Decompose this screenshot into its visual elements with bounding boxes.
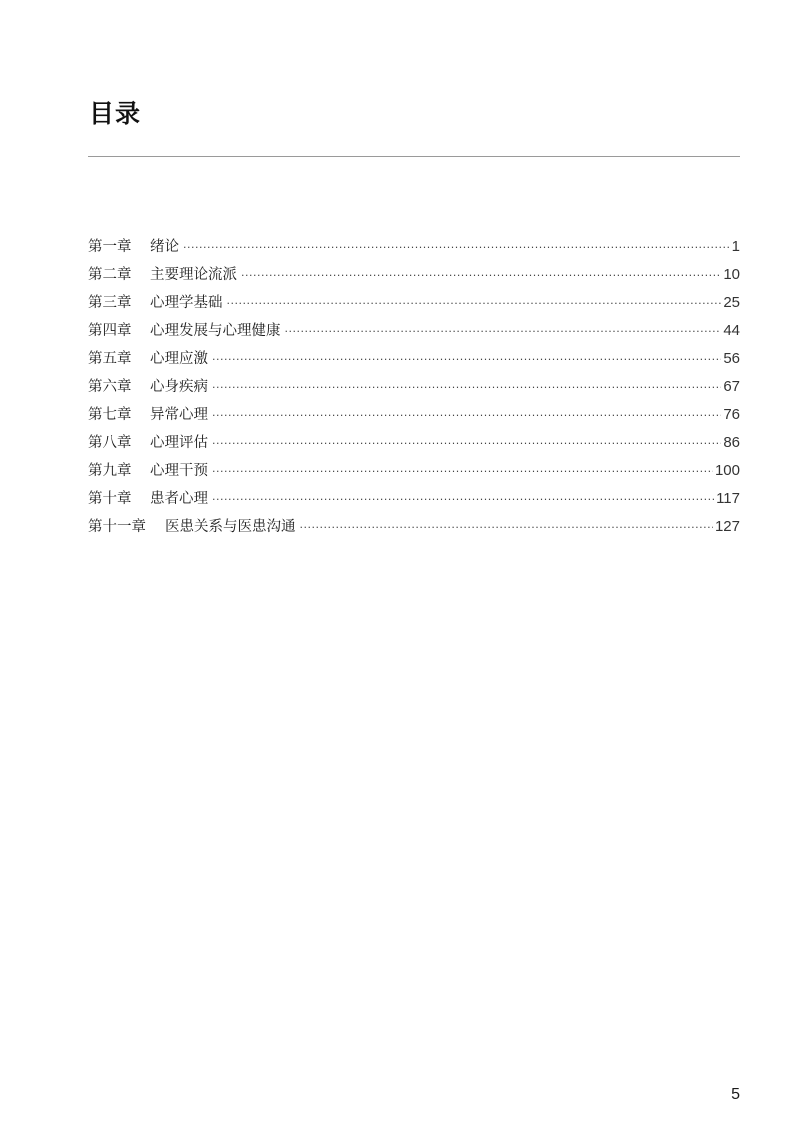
toc-page-number: 127 — [714, 518, 740, 535]
toc-dot-leader — [300, 514, 713, 542]
toc-dot-leader — [212, 374, 721, 402]
toc-chapter-label: 第三章 — [88, 295, 132, 311]
toc-entry[interactable] — [88, 485, 740, 513]
toc-chapter-title: 心理应激 — [150, 351, 208, 367]
toc-dot-leader — [285, 318, 722, 346]
toc-chapter-title: 心身疾病 — [150, 379, 208, 395]
toc-dot-leader — [183, 234, 730, 262]
toc-page-number: 100 — [714, 462, 740, 479]
toc-page-number: 1 — [731, 238, 740, 255]
toc-dot-leader — [212, 402, 721, 430]
toc-entry[interactable] — [88, 345, 740, 373]
toc-chapter-label: 第一章 — [88, 239, 132, 255]
toc-dot-leader — [227, 290, 722, 318]
toc-chapter-label: 第七章 — [88, 407, 132, 423]
toc-chapter-label: 第八章 — [88, 435, 132, 451]
toc-chapter-title: 医患关系与医患沟通 — [165, 519, 296, 535]
toc-chapter-title: 心理干预 — [150, 463, 208, 479]
toc-chapter-title: 心理学基础 — [150, 295, 223, 311]
toc-dot-leader — [212, 346, 721, 374]
toc-chapter-label: 第二章 — [88, 267, 132, 283]
toc-page-number: 117 — [716, 490, 740, 507]
toc-entry[interactable] — [88, 513, 740, 541]
table-of-contents — [88, 233, 740, 541]
page-number: 5 — [731, 1086, 740, 1103]
toc-chapter-label: 第九章 — [88, 463, 132, 479]
toc-chapter-title: 心理发展与心理健康 — [150, 323, 281, 339]
toc-dot-leader — [212, 486, 714, 514]
toc-chapter-label: 第六章 — [88, 379, 132, 395]
toc-entry[interactable] — [88, 457, 740, 485]
toc-chapter-title: 患者心理 — [150, 491, 208, 507]
toc-page-number: 56 — [723, 350, 740, 367]
toc-chapter-label: 第十一章 — [88, 519, 146, 535]
toc-page-number: 44 — [723, 322, 740, 339]
toc-entry[interactable] — [88, 289, 740, 317]
toc-dot-leader — [241, 262, 721, 290]
toc-page-number: 76 — [723, 406, 740, 423]
toc-entry[interactable] — [88, 261, 740, 289]
toc-page-number: 86 — [723, 434, 740, 451]
toc-page-number: 25 — [723, 294, 740, 311]
toc-chapter-title: 异常心理 — [150, 407, 208, 423]
toc-dot-leader — [212, 430, 721, 458]
toc-page-number: 67 — [723, 378, 740, 395]
page-title: 目录 — [89, 99, 142, 128]
toc-chapter-label: 第十章 — [88, 491, 132, 507]
title-divider — [88, 156, 740, 157]
toc-page-number: 10 — [723, 266, 740, 283]
toc-dot-leader — [212, 458, 713, 486]
toc-entry[interactable] — [88, 429, 740, 457]
toc-entry[interactable] — [88, 373, 740, 401]
toc-entry[interactable] — [88, 317, 740, 345]
toc-chapter-title: 绪论 — [150, 239, 179, 255]
toc-chapter-title: 心理评估 — [150, 435, 208, 451]
toc-chapter-title: 主要理论流派 — [150, 267, 237, 283]
toc-entry[interactable] — [88, 401, 740, 429]
toc-entry[interactable] — [88, 233, 740, 261]
toc-chapter-label: 第四章 — [88, 323, 132, 339]
toc-chapter-label: 第五章 — [88, 351, 132, 367]
